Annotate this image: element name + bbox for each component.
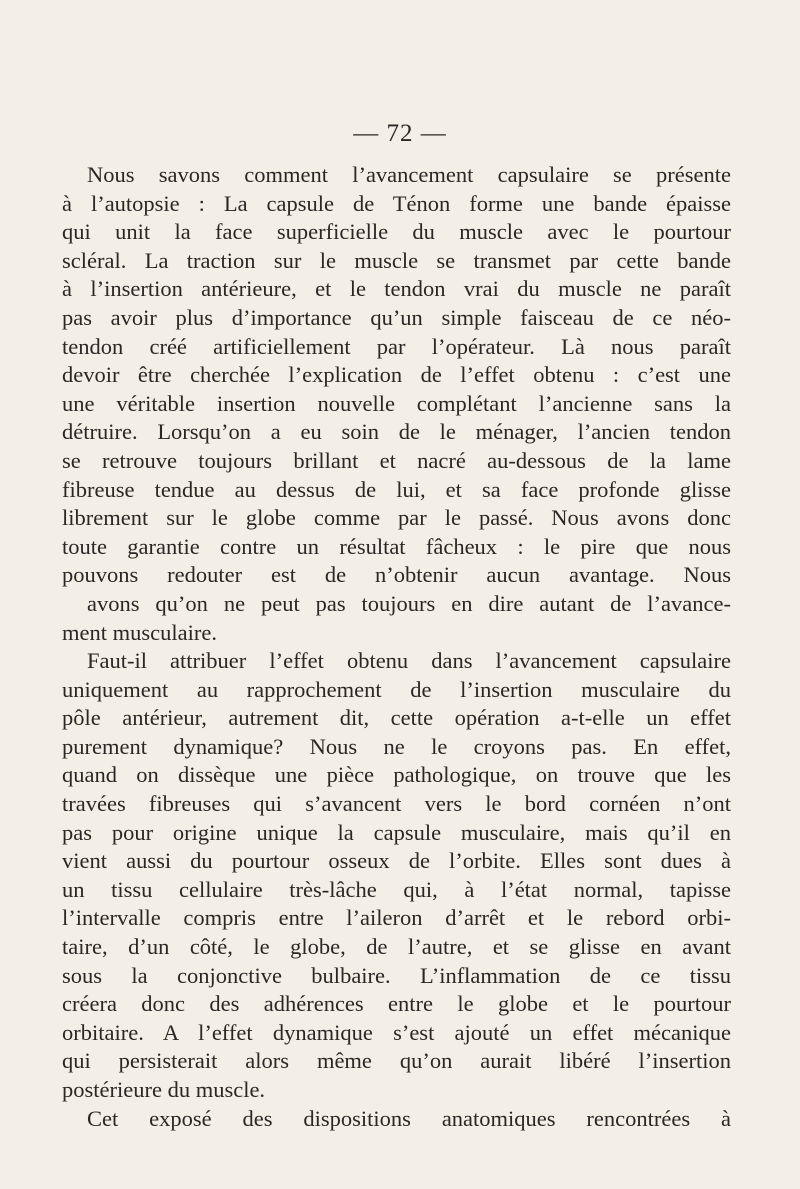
- text-line: l’intervalle compris entre l’aileron d’arrêt et le rebord orbi-: [62, 905, 731, 931]
- text-line: taire, d’un côté, le globe, de l’autre, et se glisse en avant: [62, 934, 731, 960]
- text-line: scléral. La traction sur le muscle se transmet par cette bande: [62, 247, 731, 273]
- text-line: détruire. Lorsqu’on a eu soin de le ménager, l’ancien tendon: [62, 419, 731, 445]
- text-line: pas pour origine unique la capsule musculaire, mais qu’il en: [62, 819, 731, 845]
- text-line: librement sur le globe comme par le passé. Nous avons donc: [62, 505, 731, 531]
- text-line: se retrouve toujours brillant et nacré au-dessous de la lame: [62, 447, 731, 473]
- text-line: Nous savons comment l’avancement capsulaire se présente: [87, 162, 731, 187]
- text-line: pas avoir plus d’importance qu’un simple faisceau de ce néo-: [62, 304, 731, 330]
- text-line: quand on dissèque une pièce pathologique, on trouve que les: [62, 762, 731, 788]
- text-line: fibreuse tendue au dessus de lui, et sa face profonde glisse: [62, 476, 731, 502]
- text-line: Faut-il attribuer l’effet obtenu dans l’avancement capsulaire: [87, 648, 731, 674]
- text-line: avons qu’on ne peut pas toujours en dire autant de l’avance-: [87, 590, 731, 616]
- text-line: uniquement au rapprochement de l’insertion musculaire du: [62, 676, 731, 702]
- page-number: — 72 —: [353, 120, 447, 147]
- text-line: Cet exposé des dispositions anatomiques rencontrées à: [87, 1105, 731, 1131]
- text-line: vient aussi du pourtour osseux de l’orbite. Elles sont dues à: [62, 848, 731, 874]
- text-line: à l’insertion antérieure, et le tendon vrai du muscle ne paraît: [62, 276, 731, 302]
- text-line: un tissu cellulaire très-lâche qui, à l’état normal, tapisse: [62, 876, 731, 902]
- text-line: purement dynamique? Nous ne le croyons pas. En effet,: [62, 733, 731, 759]
- text-line: créera donc des adhérences entre le globe et le pourtour: [62, 991, 731, 1017]
- text-line: qui unit la face superficielle du muscle avec le pourtour: [62, 219, 731, 245]
- text-line: orbitaire. A l’effet dynamique s’est ajouté un effet mécanique: [62, 1019, 731, 1045]
- text-line: travées fibreuses qui s’avancent vers le bord cornéen n’ont: [62, 791, 731, 817]
- text-line: à l’autopsie : La capsule de Ténon forme une bande épaisse: [62, 190, 731, 216]
- text-line: toute garantie contre un résultat fâcheux : le pire que nous: [62, 533, 731, 559]
- text-line: sous la conjonctive bulbaire. L’inflammation de ce tissu: [62, 962, 731, 988]
- text-line: pouvons redouter est de n’obtenir aucun avantage. Nous: [62, 562, 731, 588]
- text-line: postérieure du muscle.: [62, 1077, 266, 1102]
- body-text: [62, 161, 731, 1133]
- text-line: devoir être cherchée l’explication de l’effet obtenu : c’est une: [62, 362, 731, 388]
- text-line: ment musculaire.: [62, 619, 217, 645]
- text-line: une véritable insertion nouvelle complétant l’ancienne sans la: [62, 390, 731, 416]
- text-line: tendon créé artificiellement par l’opérateur. Là nous paraît: [62, 333, 731, 359]
- text-line: qui persisterait alors même qu’on aurait libéré l’insertion: [62, 1048, 731, 1074]
- text-line: pôle antérieur, autrement dit, cette opération a-t-elle un effet: [62, 705, 731, 731]
